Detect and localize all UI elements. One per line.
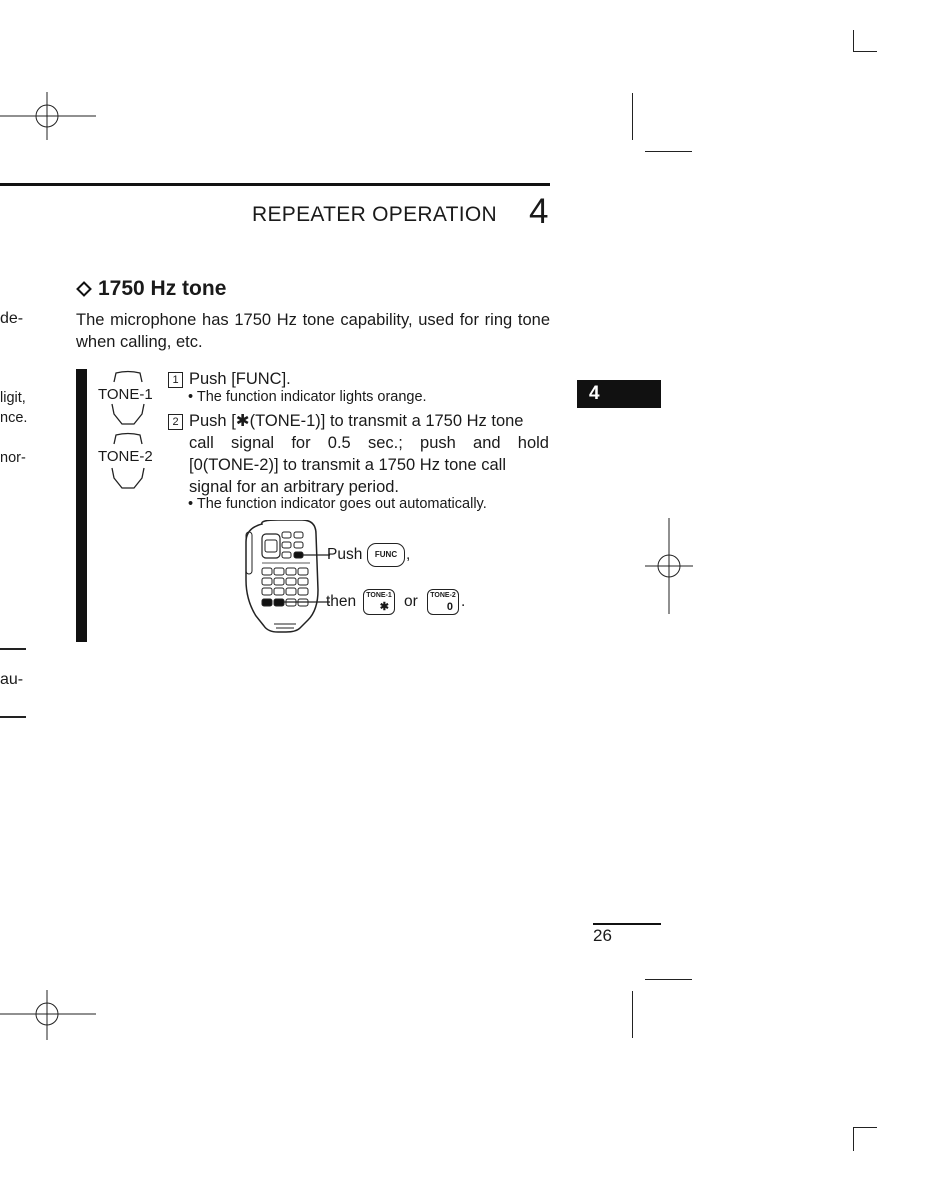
crop-mark xyxy=(632,93,633,140)
tone2-key-symbol: 0 xyxy=(446,601,453,613)
margin-rule xyxy=(0,716,26,718)
step-text-line: Push [✱(TONE-1)] to transmit a 1750 Hz tone xyxy=(189,412,524,430)
push-label: Push xyxy=(327,546,363,563)
tone2-key-icon xyxy=(427,589,459,615)
tone2-key-top: TONE-2 xyxy=(430,592,456,599)
step-2-bullet: • The function indicator goes out automatically. xyxy=(188,496,487,512)
tone1-key-icon xyxy=(363,589,395,615)
step-1 xyxy=(168,368,291,390)
registration-mark xyxy=(0,990,96,1040)
section-title: REPEATER OPERATION xyxy=(252,203,497,226)
step-1-bullet: • The function indicator lights orange. xyxy=(188,389,427,405)
step-text-line: call signal for 0.5 sec.; push and hold xyxy=(189,434,549,452)
margin-fragment: au- xyxy=(0,671,24,688)
intro-paragraph: The microphone has 1750 Hz tone capability, used for ring tone when calling, etc. xyxy=(76,311,550,351)
margin-fragment: ligit, xyxy=(0,390,26,406)
tone1-key-label: TONE-1 xyxy=(98,386,153,403)
step-text-line: [0(TONE-2)] to transmit a 1750 Hz tone call xyxy=(189,456,506,474)
margin-fragment: nor- xyxy=(0,450,26,466)
crop-mark xyxy=(632,991,633,1038)
tone1-key-top: TONE-1 xyxy=(366,592,392,599)
step-2-line xyxy=(189,454,506,476)
section-heading-text: 1750 Hz tone xyxy=(98,277,227,300)
crop-mark xyxy=(853,1127,854,1151)
header-rule xyxy=(0,183,550,186)
tone2-key-label: TONE-2 xyxy=(98,448,153,465)
step-2 xyxy=(168,410,524,432)
crop-mark xyxy=(853,51,877,52)
chapter-number: 4 xyxy=(529,192,549,231)
microphone-illustration xyxy=(240,520,330,644)
crop-mark xyxy=(853,30,854,51)
or-label: or xyxy=(404,593,418,610)
step-2-line xyxy=(189,432,549,454)
crop-mark xyxy=(645,979,692,980)
period: . xyxy=(461,593,466,610)
tone1-key-symbol: ✱ xyxy=(379,601,389,613)
step-text: Push [FUNC]. xyxy=(189,370,291,388)
comma: , xyxy=(406,546,411,563)
page-number: 26 xyxy=(593,926,612,945)
then-label: then xyxy=(326,593,357,610)
func-key-icon: FUNC xyxy=(367,543,405,567)
step-2-line xyxy=(189,476,399,498)
crop-mark xyxy=(645,151,692,152)
margin-fragment: de- xyxy=(0,310,24,327)
registration-mark xyxy=(645,518,693,614)
step-number: 1 xyxy=(168,372,183,388)
registration-mark xyxy=(0,92,96,140)
step-number: 2 xyxy=(168,414,183,430)
diamond-outline-icon xyxy=(76,281,92,297)
page-number-rule xyxy=(593,923,661,925)
step-text-line: signal for an arbitrary period. xyxy=(189,478,400,496)
side-bar xyxy=(76,369,87,642)
section-heading xyxy=(76,277,226,301)
margin-rule xyxy=(0,648,26,650)
margin-fragment: nce. xyxy=(0,410,28,426)
crop-mark xyxy=(853,1127,877,1128)
chapter-tab: 4 xyxy=(577,380,661,408)
